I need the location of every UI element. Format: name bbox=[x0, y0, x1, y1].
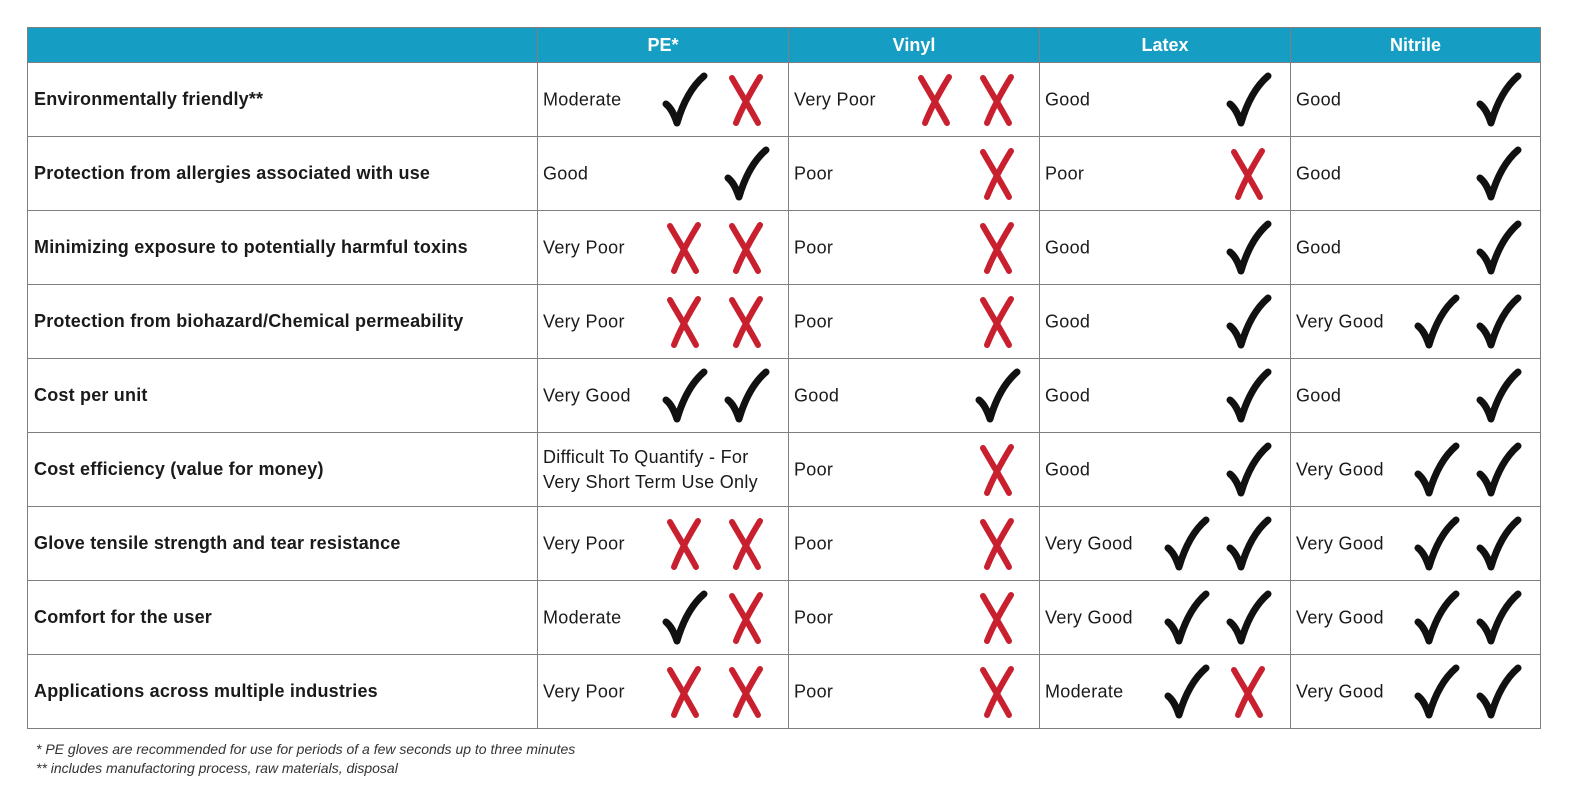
rating-marks bbox=[913, 72, 1021, 128]
rating-text: Good bbox=[794, 385, 840, 405]
rating-cell-pe bbox=[538, 655, 789, 729]
check-icon bbox=[1476, 516, 1522, 572]
check-icon bbox=[662, 368, 708, 424]
rating-marks bbox=[1476, 146, 1522, 202]
criterion-label: Environmentally friendly** bbox=[28, 63, 538, 137]
criterion-label: Applications across multiple industries bbox=[28, 655, 538, 729]
table-row bbox=[28, 433, 1541, 507]
column-header-pe: PE* bbox=[538, 28, 789, 63]
rating-cell-vinyl bbox=[789, 581, 1040, 655]
check-icon bbox=[1476, 72, 1522, 128]
rating-text: Difficult To Quantify - For Very Short Term Use Only bbox=[543, 446, 758, 492]
rating-text: Very Good bbox=[1296, 681, 1384, 701]
rating-marks bbox=[1164, 516, 1272, 572]
criterion-label: Glove tensile strength and tear resistance bbox=[28, 507, 538, 581]
check-icon bbox=[1414, 590, 1460, 646]
table-row bbox=[28, 359, 1541, 433]
rating-marks bbox=[975, 368, 1021, 424]
check-icon bbox=[1476, 590, 1522, 646]
check-icon bbox=[1226, 442, 1272, 498]
cross-icon bbox=[1226, 146, 1272, 202]
rating-text: Poor bbox=[794, 163, 834, 183]
rating-marks bbox=[1414, 590, 1522, 646]
cross-icon bbox=[975, 146, 1021, 202]
rating-marks bbox=[1226, 442, 1272, 498]
rating-text: Moderate bbox=[543, 89, 622, 109]
check-icon bbox=[724, 146, 770, 202]
rating-marks bbox=[1476, 72, 1522, 128]
rating-cell-nitrile bbox=[1291, 285, 1541, 359]
check-icon bbox=[1226, 516, 1272, 572]
cross-icon bbox=[975, 664, 1021, 720]
rating-marks bbox=[662, 72, 770, 128]
glove-comparison-table bbox=[27, 27, 1541, 729]
rating-text: Poor bbox=[794, 311, 834, 331]
rating-marks bbox=[724, 146, 770, 202]
criterion-label: Comfort for the user bbox=[28, 581, 538, 655]
check-icon bbox=[1164, 590, 1210, 646]
cross-icon bbox=[724, 590, 770, 646]
rating-text: Very Good bbox=[1296, 459, 1384, 479]
rating-cell-latex bbox=[1040, 507, 1291, 581]
check-icon bbox=[1476, 220, 1522, 276]
rating-text: Poor bbox=[794, 681, 834, 701]
rating-marks bbox=[975, 294, 1021, 350]
rating-text: Very Good bbox=[1296, 311, 1384, 331]
rating-text: Good bbox=[1296, 237, 1342, 257]
criterion-label: Minimizing exposure to potentially harmful toxins bbox=[28, 211, 538, 285]
rating-cell-pe bbox=[538, 63, 789, 137]
column-header-latex: Latex bbox=[1040, 28, 1291, 63]
rating-cell-pe bbox=[538, 211, 789, 285]
check-icon bbox=[662, 590, 708, 646]
rating-cell-latex bbox=[1040, 63, 1291, 137]
check-icon bbox=[1476, 664, 1522, 720]
rating-marks bbox=[1226, 146, 1272, 202]
rating-marks bbox=[975, 220, 1021, 276]
cross-icon bbox=[662, 220, 708, 276]
rating-marks bbox=[662, 220, 770, 276]
cross-icon bbox=[662, 516, 708, 572]
rating-marks bbox=[1414, 516, 1522, 572]
cross-icon bbox=[975, 220, 1021, 276]
rating-text: Very Poor bbox=[543, 681, 625, 701]
rating-text: Poor bbox=[794, 533, 834, 553]
rating-text: Very Good bbox=[543, 385, 631, 405]
rating-cell-vinyl bbox=[789, 359, 1040, 433]
rating-marks bbox=[662, 664, 770, 720]
rating-marks bbox=[975, 590, 1021, 646]
cross-icon bbox=[975, 442, 1021, 498]
rating-marks bbox=[1164, 590, 1272, 646]
rating-text: Good bbox=[1045, 311, 1091, 331]
rating-cell-latex bbox=[1040, 211, 1291, 285]
criterion-label: Protection from biohazard/Chemical permeability bbox=[28, 285, 538, 359]
rating-text: Good bbox=[1296, 89, 1342, 109]
rating-cell-latex bbox=[1040, 137, 1291, 211]
rating-marks bbox=[662, 294, 770, 350]
rating-marks bbox=[1226, 72, 1272, 128]
rating-marks bbox=[662, 590, 770, 646]
check-icon bbox=[1476, 294, 1522, 350]
check-icon bbox=[1226, 72, 1272, 128]
table-row bbox=[28, 581, 1541, 655]
table-row bbox=[28, 211, 1541, 285]
rating-marks bbox=[1226, 368, 1272, 424]
rating-text: Very Good bbox=[1045, 607, 1133, 627]
rating-text: Very Poor bbox=[794, 89, 876, 109]
rating-text: Poor bbox=[794, 459, 834, 479]
rating-cell-pe bbox=[538, 359, 789, 433]
check-icon bbox=[1164, 664, 1210, 720]
rating-text: Poor bbox=[794, 607, 834, 627]
cross-icon bbox=[1226, 664, 1272, 720]
rating-cell-latex bbox=[1040, 433, 1291, 507]
rating-cell-latex bbox=[1040, 285, 1291, 359]
rating-cell-nitrile bbox=[1291, 63, 1541, 137]
rating-marks bbox=[1414, 442, 1522, 498]
rating-text: Very Good bbox=[1296, 533, 1384, 553]
cross-icon bbox=[975, 590, 1021, 646]
check-icon bbox=[1226, 294, 1272, 350]
rating-cell-vinyl bbox=[789, 433, 1040, 507]
rating-marks bbox=[662, 516, 770, 572]
check-icon bbox=[1414, 442, 1460, 498]
table-row bbox=[28, 137, 1541, 211]
rating-cell-vinyl bbox=[789, 655, 1040, 729]
rating-text: Good bbox=[543, 163, 589, 183]
check-icon bbox=[1414, 294, 1460, 350]
criterion-label: Cost efficiency (value for money) bbox=[28, 433, 538, 507]
check-icon bbox=[1226, 368, 1272, 424]
rating-text: Moderate bbox=[543, 607, 622, 627]
rating-cell-nitrile bbox=[1291, 507, 1541, 581]
criterion-label: Cost per unit bbox=[28, 359, 538, 433]
rating-cell-nitrile bbox=[1291, 137, 1541, 211]
rating-cell-vinyl bbox=[789, 137, 1040, 211]
rating-cell-nitrile bbox=[1291, 581, 1541, 655]
check-icon bbox=[1414, 516, 1460, 572]
check-icon bbox=[724, 368, 770, 424]
rating-text: Very Good bbox=[1296, 607, 1384, 627]
rating-marks bbox=[1226, 294, 1272, 350]
rating-cell-pe bbox=[538, 581, 789, 655]
cross-icon bbox=[662, 664, 708, 720]
cross-icon bbox=[724, 72, 770, 128]
rating-text: Good bbox=[1045, 459, 1091, 479]
rating-cell-pe bbox=[538, 137, 789, 211]
rating-text: Good bbox=[1045, 385, 1091, 405]
rating-cell-vinyl bbox=[789, 507, 1040, 581]
table-body bbox=[28, 63, 1541, 729]
rating-marks bbox=[975, 664, 1021, 720]
criterion-label: Protection from allergies associated with use bbox=[28, 137, 538, 211]
rating-cell-nitrile bbox=[1291, 655, 1541, 729]
cross-icon bbox=[724, 294, 770, 350]
footnote-materials: ** includes manufactoring process, raw materials, disposal bbox=[36, 760, 398, 776]
check-icon bbox=[1226, 220, 1272, 276]
rating-text: Poor bbox=[794, 237, 834, 257]
column-header-vinyl: Vinyl bbox=[789, 28, 1040, 63]
rating-text: Good bbox=[1296, 385, 1342, 405]
rating-marks bbox=[1476, 220, 1522, 276]
rating-text: Poor bbox=[1045, 163, 1085, 183]
rating-text: Good bbox=[1045, 89, 1091, 109]
cross-icon bbox=[662, 294, 708, 350]
cross-icon bbox=[724, 516, 770, 572]
rating-text: Very Poor bbox=[543, 311, 625, 331]
rating-text: Good bbox=[1296, 163, 1342, 183]
rating-cell-pe bbox=[538, 285, 789, 359]
rating-marks bbox=[1414, 294, 1522, 350]
rating-marks bbox=[975, 516, 1021, 572]
rating-cell-pe bbox=[538, 433, 789, 507]
cross-icon bbox=[724, 664, 770, 720]
rating-text: Very Poor bbox=[543, 237, 625, 257]
rating-cell-nitrile bbox=[1291, 359, 1541, 433]
table-row bbox=[28, 285, 1541, 359]
cross-icon bbox=[975, 294, 1021, 350]
check-icon bbox=[662, 72, 708, 128]
rating-cell-latex bbox=[1040, 655, 1291, 729]
cross-icon bbox=[975, 72, 1021, 128]
check-icon bbox=[1476, 442, 1522, 498]
table-row bbox=[28, 507, 1541, 581]
rating-cell-vinyl bbox=[789, 63, 1040, 137]
rating-text: Good bbox=[1045, 237, 1091, 257]
rating-marks bbox=[975, 146, 1021, 202]
table-row bbox=[28, 655, 1541, 729]
rating-text: Very Good bbox=[1045, 533, 1133, 553]
rating-cell-nitrile bbox=[1291, 211, 1541, 285]
rating-marks bbox=[662, 368, 770, 424]
check-icon bbox=[1476, 368, 1522, 424]
cross-icon bbox=[724, 220, 770, 276]
cross-icon bbox=[975, 516, 1021, 572]
rating-cell-pe bbox=[538, 507, 789, 581]
check-icon bbox=[1164, 516, 1210, 572]
footnote-pe: * PE gloves are recommended for use for periods of a few seconds up to three minutes bbox=[36, 741, 576, 757]
rating-cell-vinyl bbox=[789, 285, 1040, 359]
column-header-nitrile: Nitrile bbox=[1291, 28, 1541, 63]
rating-cell-vinyl bbox=[789, 211, 1040, 285]
rating-marks bbox=[1164, 664, 1272, 720]
check-icon bbox=[1226, 590, 1272, 646]
check-icon bbox=[1476, 146, 1522, 202]
rating-text: Moderate bbox=[1045, 681, 1124, 701]
cross-icon bbox=[913, 72, 959, 128]
rating-cell-latex bbox=[1040, 359, 1291, 433]
rating-cell-latex bbox=[1040, 581, 1291, 655]
check-icon bbox=[1414, 664, 1460, 720]
check-icon bbox=[975, 368, 1021, 424]
rating-marks bbox=[1414, 664, 1522, 720]
rating-text: Very Poor bbox=[543, 533, 625, 553]
rating-marks bbox=[1226, 220, 1272, 276]
rating-cell-nitrile bbox=[1291, 433, 1541, 507]
rating-marks bbox=[1476, 368, 1522, 424]
header-row bbox=[28, 28, 1541, 63]
header-corner bbox=[28, 28, 538, 63]
table-row bbox=[28, 63, 1541, 137]
rating-marks bbox=[975, 442, 1021, 498]
